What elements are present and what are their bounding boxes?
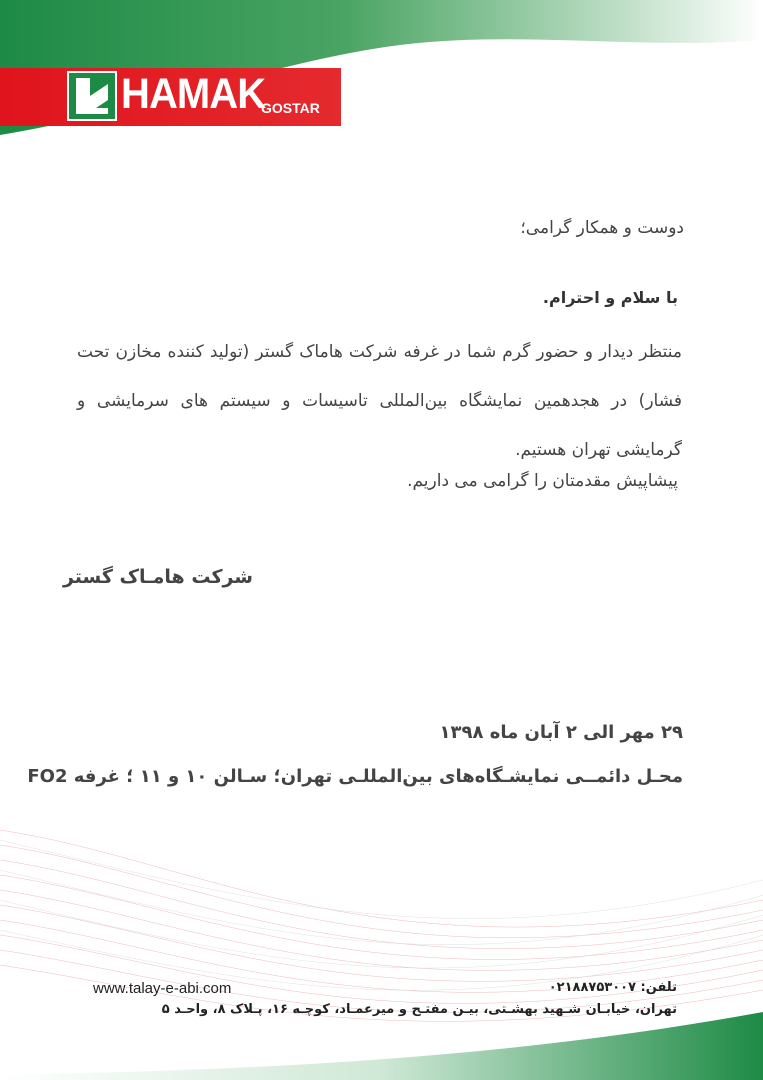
salutation: دوست و همکار گرامی؛ — [520, 218, 684, 238]
brand-subname: GOSTAR — [261, 100, 320, 116]
signature: شرکت هامـاک گستر — [62, 566, 253, 588]
event-venue: محـل دائمــی نمایشـگاه‌های بین‌المللـی تهران؛ سـالن ۱۰ و ۱۱ ؛ غرفه FO2 — [27, 766, 683, 787]
greeting: با سلام و احترام. — [542, 288, 678, 307]
event-date: ۲۹ مهر الی ۲ آبان ماه ۱۳۹۸ — [439, 722, 683, 743]
website-link[interactable]: www.talay-e-abi.com — [93, 980, 232, 997]
phone-number: تلفن: ۰۲۱۸۸۷۵۳۰۰۷ — [548, 980, 677, 995]
letter-body: منتظر دیدار و حضور گرم شما در غرفه شرکت هاماک گستر (تولید کننده مخازن تحت فشار) در هجدهمین نمایشگاه بین‌المللی تاسیسات و سیستم های سرمایشی و گرمایشی تهران هستیم. — [77, 342, 682, 460]
brand-name: HAMAK — [121, 70, 266, 118]
brand-logo — [121, 70, 320, 118]
address: تهران، خیابـان شـهید بهشـتی، بیـن مفتـح و میرعمـاد، کوچـه ۱۶، پـلاک ۸، واحـد ۵ — [161, 1002, 677, 1017]
closing-line: پیشاپیش مقدمتان را گرامی می داریم. — [407, 471, 678, 491]
